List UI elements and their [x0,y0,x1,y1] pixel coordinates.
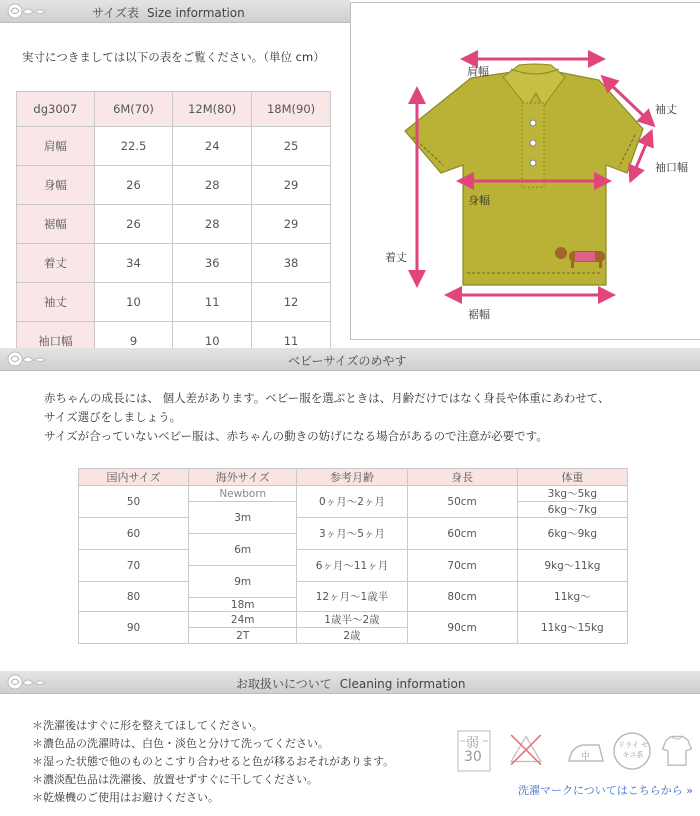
label-shoulder: 肩幅 [467,65,489,78]
weight: 6kg〜7kg [517,502,627,518]
cell: 36 [173,244,252,283]
guide-text [44,389,610,446]
list-item: ＊濃色品の洗濯時は、白色・淡色と分けて洗ってください。 [32,737,329,750]
cell: 26 [94,205,173,244]
size-table-col-header: 12M(80) [173,92,252,127]
label-chest: 身幅 [468,194,490,207]
age: 6ヶ月〜11ヶ月 [297,550,407,582]
weight: 3kg〜5kg [517,486,627,502]
domestic-size: 90 [79,612,189,644]
table-row [17,283,331,322]
row-label: 袖口幅 [17,322,95,361]
cell: 38 [252,244,331,283]
height: 60cm [407,518,517,550]
age: 1歳半〜2歳 [297,612,407,628]
row-label: 身幅 [17,166,95,205]
hand-wash-icon [456,729,492,769]
cell: 24 [173,127,252,166]
guide-line: 赤ちゃんの成長には、 個人差があります。ベビー服を選ぶときは、月齢だけではなく身長や体重にあわせて、 [44,391,610,405]
row-label: 袖丈 [17,283,95,322]
baby-table-header-row [79,469,628,486]
table-row [17,166,331,205]
weight: 11kg〜15kg [517,612,627,644]
domestic-size: 80 [79,582,189,612]
cell: 28 [173,205,252,244]
guide-line: サイズ選びをしましょう。 [44,410,182,424]
cell: 29 [252,205,331,244]
table-row [79,518,628,534]
iron-icon [563,729,607,769]
size-info-title-jp: サイズ表 [92,6,140,20]
list-item: ＊濃淡配色品は洗濯後、放置せずすぐに干してください。 [32,773,318,786]
size-info-title-en: Size information [147,6,245,20]
table-row [79,486,628,502]
domestic-size: 70 [79,550,189,582]
overseas-size: Newborn [189,486,297,502]
weight: 6kg〜9kg [517,518,627,550]
cell: 10 [173,322,252,361]
height: 90cm [407,612,517,644]
baby-size-title: ベビーサイズのめやす [288,354,407,368]
rose-icon [6,350,50,368]
height: 70cm [407,550,517,582]
overseas-size: 2T [189,628,297,644]
table-row [17,205,331,244]
size-table-col-header: 18M(90) [252,92,331,127]
cell: 11 [173,283,252,322]
row-label: 裾幅 [17,205,95,244]
dry-clean-icon [611,730,653,770]
height: 80cm [407,582,517,612]
age: 12ヶ月〜1歳半 [297,582,407,612]
domestic-size: 50 [79,486,189,518]
no-bleach-icon [508,729,544,769]
cell: 10 [94,283,173,322]
baby-size-table [78,468,628,644]
weight: 11kg〜 [517,582,627,612]
cleaning-title-jp: お取扱いについて [236,677,332,691]
cleaning-info-header [0,671,700,694]
table-row [17,127,331,166]
care-mark-link[interactable]: 洗濯マークについてはこちらから » [518,784,694,797]
cell: 34 [94,244,173,283]
unit-note: 実寸につきましては以下の表をご覧ください。（単位 cm） [22,50,325,64]
size-table-col-header: 6M(70) [94,92,173,127]
wash-temp-label: 30 [464,749,482,765]
overseas-size: 6m [189,534,297,566]
cell: 26 [94,166,173,205]
cell: 11 [252,322,331,361]
overseas-size: 24m [189,612,297,628]
guide-line: サイズが合っていないベビー服は、赤ちゃんの動きの妨げになる場合があるので注意が必要です。 [44,429,548,443]
row-label: 着丈 [17,244,95,283]
col-header: 参考月齢 [297,469,407,486]
hang-dry-icon [659,729,695,769]
age: 3ヶ月〜5ヶ月 [297,518,407,550]
weight: 9kg〜11kg [517,550,627,582]
label-sleeve-length: 袖丈 [655,103,677,116]
rose-icon [6,673,50,691]
rose-icon [6,2,50,20]
size-table-model: dg3007 [17,92,95,127]
list-item: ＊洗濯後はすぐに形を整えてほしてください。 [32,719,263,732]
cell: 22.5 [94,127,173,166]
domestic-size: 60 [79,518,189,550]
shirt-diagram [351,3,698,337]
overseas-size: 9m [189,566,297,598]
label-hem: 裾幅 [468,308,490,321]
cleaning-title-en: Cleaning information [339,677,466,691]
care-list [32,717,394,807]
iron-temp-label: 中 [581,752,591,762]
age: 0ヶ月〜2ヶ月 [297,486,407,518]
size-info-header [0,0,350,23]
row-label: 肩幅 [17,127,95,166]
col-header: 海外サイズ [189,469,297,486]
table-row [79,582,628,598]
overseas-size: 3m [189,502,297,534]
cell: 25 [252,127,331,166]
cell: 29 [252,166,331,205]
size-table [16,91,331,361]
cell: 28 [173,166,252,205]
height: 50cm [407,486,517,518]
col-header: 体重 [517,469,627,486]
age: 2歳 [297,628,407,644]
cell: 12 [252,283,331,322]
table-row [17,244,331,283]
cell: 9 [94,322,173,361]
label-length: 着丈 [385,251,407,264]
list-item: ＊乾燥機のご使用はお避けください。 [32,791,219,804]
table-row [79,612,628,628]
wash-weak-label: 弱 [466,736,480,751]
col-header: 身長 [407,469,517,486]
table-row [79,550,628,566]
col-header: 国内サイズ [79,469,189,486]
list-item: ＊湿った状態で他のものとこすり合わせると色が移るおそれがあります。 [32,755,395,768]
size-table-header-row [17,92,331,127]
overseas-size: 18m [189,598,297,612]
baby-size-header [0,348,700,371]
label-cuff: 袖口幅 [655,161,688,174]
dry-clean-label: ドライ セキユ系 [618,741,649,759]
